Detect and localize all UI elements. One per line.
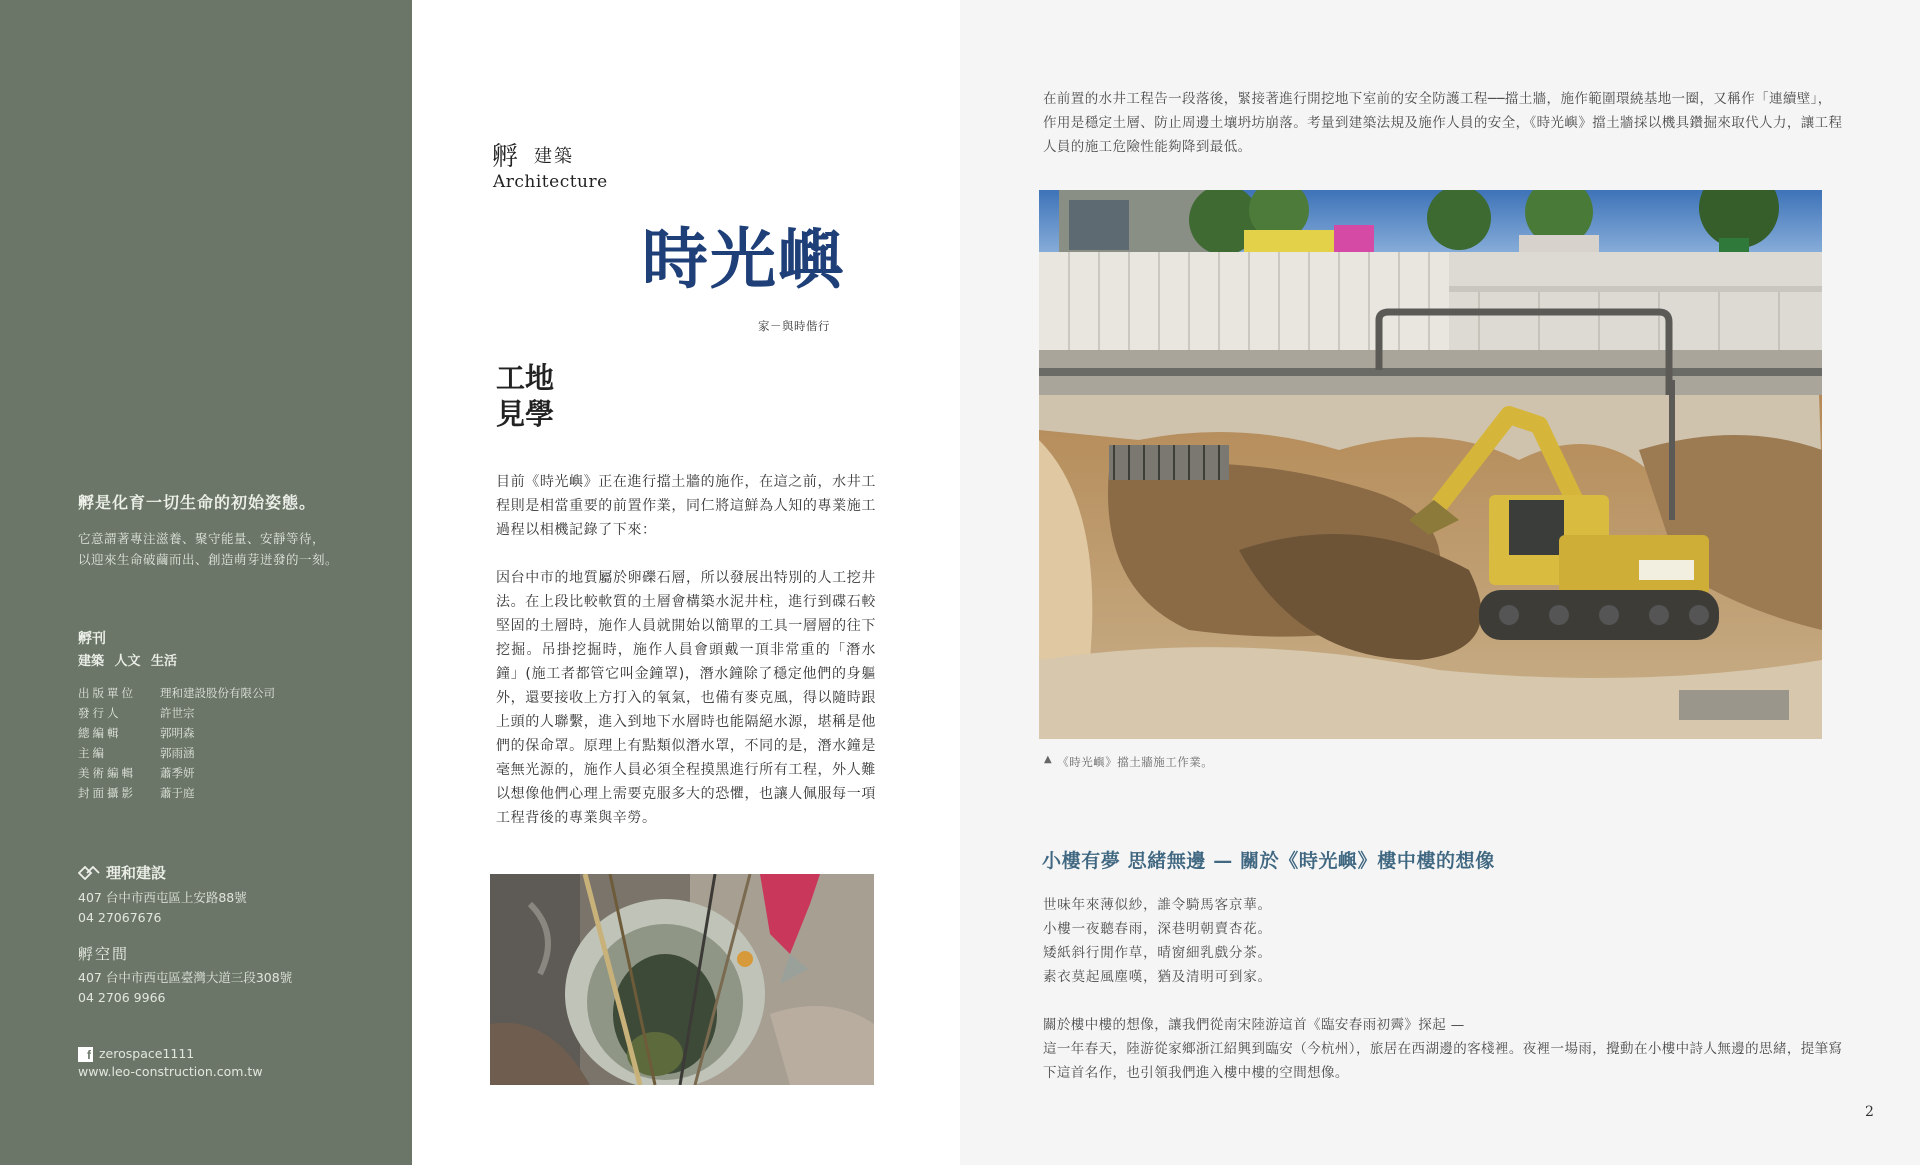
credit-role: 發行人: [78, 706, 122, 720]
article-page-left: [412, 0, 960, 1165]
well-digging-photo: [490, 874, 874, 1085]
credit-name: 理和建設股份有限公司: [160, 686, 275, 700]
triangle-up-icon: ▲: [1044, 754, 1053, 765]
about-loft-body: 這一年春天，陸游從家鄉浙江紹興到臨安（今杭州），旅居在西湖邊的客棧裡。夜裡一場雨，攪動在小樓中詩人無邊的思緒，提筆寫下這首名作，也引領我們進入樓中樓的空間想像。: [1043, 1041, 1843, 1081]
sidebar-tagline: 孵是化育一切生命的初始姿態。: [78, 493, 317, 512]
credit-row: [78, 783, 275, 803]
sidebar-description-line: 它意謂著專注滋養、聚守能量、安靜等待，: [78, 531, 326, 546]
photo-caption-text: 《時光嶼》擋土牆施工作業。: [1057, 755, 1214, 769]
article-heading-line: 見學: [496, 397, 555, 431]
section-category: 建築: [534, 145, 575, 167]
sidebar-description: [78, 528, 338, 570]
space-name: 孵空間: [78, 945, 130, 963]
facebook-icon: f: [78, 1047, 93, 1062]
credit-role: 主編: [78, 746, 107, 760]
credit-role: 美術編輯: [78, 766, 136, 780]
credit-name: 蕭于庭: [160, 786, 195, 800]
facebook-link[interactable]: [78, 1045, 263, 1063]
poem-line: 世味年來薄似紗，誰令騎馬客京華。: [1043, 897, 1272, 913]
social-links: [78, 1045, 263, 1081]
sidebar-description-line: 以迎來生命破繭而出、創造萌芽迸發的一刻。: [78, 552, 339, 567]
section-category-en: Architecture: [493, 172, 608, 192]
space-address: 407 台中市西屯區臺灣大道三段308號: [78, 970, 293, 985]
poem-line: 矮紙斜行閒作草，晴窗細乳戲分茶。: [1043, 945, 1272, 961]
company-name: [78, 862, 166, 883]
credit-role: 出版單位: [78, 686, 136, 700]
credit-name: 郭明森: [160, 726, 195, 740]
about-loft-paragraph: [1043, 1013, 1843, 1085]
credit-role: 總編輯: [78, 726, 122, 740]
excavator-photo: [1039, 190, 1822, 739]
credit-name: 郭雨涵: [160, 746, 195, 760]
space-contact: [78, 968, 292, 1008]
poem-block: [1043, 893, 1272, 989]
article-paragraph: 目前《時光嶼》正在進行擋土牆的施作，在這之前，水井工程則是相當重要的前置作業，同仁將這鮮為人知的專業施工過程以相機記錄了下來：: [496, 474, 876, 538]
company-phone: 04 27067676: [78, 910, 162, 925]
poem-line: 小樓一夜聽春雨，深巷明朝賣杏花。: [1043, 921, 1272, 937]
credit-row: [78, 683, 275, 703]
magazine-subtitle: 建築 人文 生活: [78, 654, 178, 669]
page-number: 2: [1865, 1104, 1874, 1120]
credits-list: [78, 683, 275, 803]
project-logo: 時光嶼: [642, 220, 846, 298]
magazine-title: 孵刊: [78, 631, 106, 647]
retaining-wall-intro: 在前置的水井工程告一段落後，緊接著進行開挖地下室前的安全防護工程──擋土牆，施作範圍環繞基地一圈，又稱作「連續壁」，作用是穩定土層、防止周邊土壤坍坊崩落。考量到建築法規及施作人員的安全，《時光嶼》擋土牆採以機具鑽掘來取代人力，讓工程人員的施工危險性能夠降到最低。: [1043, 91, 1843, 155]
brand-mark: 孵: [492, 142, 519, 172]
credit-row: [78, 763, 275, 783]
credit-row: [78, 703, 275, 723]
section-heading: 小樓有夢 思緒無邊 — 關於《時光嶼》樓中樓的想像: [1042, 850, 1495, 872]
project-slogan: 家－與時偕行: [758, 319, 830, 333]
credit-name: 蕭季妍: [160, 766, 195, 780]
article-page-right: [960, 0, 1920, 1165]
well-digging-illustration: [490, 874, 874, 1085]
article-paragraph: 因台中市的地質屬於卵礫石層，所以發展出特別的人工挖井法。在上段比較軟質的土層會構築水泥井柱，進行到碟石較堅固的土層時，施作人員就開始以簡單的工具一層層的往下挖掘。吊掛挖掘時，施作人員會頭戴一頂非常重的「潛水鐘」(施工者都管它叫金鐘罩)，潛水鐘除了穩定他們的身軀外，還要接收上方打入的氧氣，也備有麥克風，得以隨時跟上頭的人聯繫，進入到地下水層時也能隔絕水源，堪稱是他們的保命罩。原理上有點類似潛水罩，不同的是，潛水鐘是毫無光源的，施作人員必須全程摸黑進行所有工程，外人難以想像他們心理上需要克服多大的恐懼，也讓人佩服每一項工程背後的專業與辛勞。: [496, 570, 876, 826]
photo-caption: [1044, 754, 1213, 770]
company-logo-icon: [78, 866, 102, 880]
space-phone: 04 2706 9966: [78, 990, 166, 1005]
poem-line: 素衣莫起風塵嘆，猶及清明可到家。: [1043, 969, 1272, 985]
credit-row: [78, 743, 275, 763]
about-loft-lead: 關於樓中樓的想像，讓我們從南宋陸游這首《臨安春雨初霽》探起 —: [1043, 1017, 1465, 1033]
company-contact: [78, 888, 247, 928]
credit-row: [78, 723, 275, 743]
section-brand: [492, 136, 574, 173]
colophon-sidebar: [0, 0, 412, 1165]
article-heading-line: 工地: [496, 361, 555, 395]
facebook-handle: zerospace1111: [99, 1046, 195, 1061]
article-heading: [496, 360, 554, 432]
website-link[interactable]: www.leo-construction.com.tw: [78, 1064, 263, 1079]
credit-name: 許世宗: [160, 706, 195, 720]
company-address: 407 台中市西屯區上安路88號: [78, 890, 247, 905]
credit-role: 封面攝影: [78, 786, 136, 800]
excavator-site-illustration: [1039, 190, 1822, 739]
company-name-text: 理和建設: [106, 864, 167, 882]
